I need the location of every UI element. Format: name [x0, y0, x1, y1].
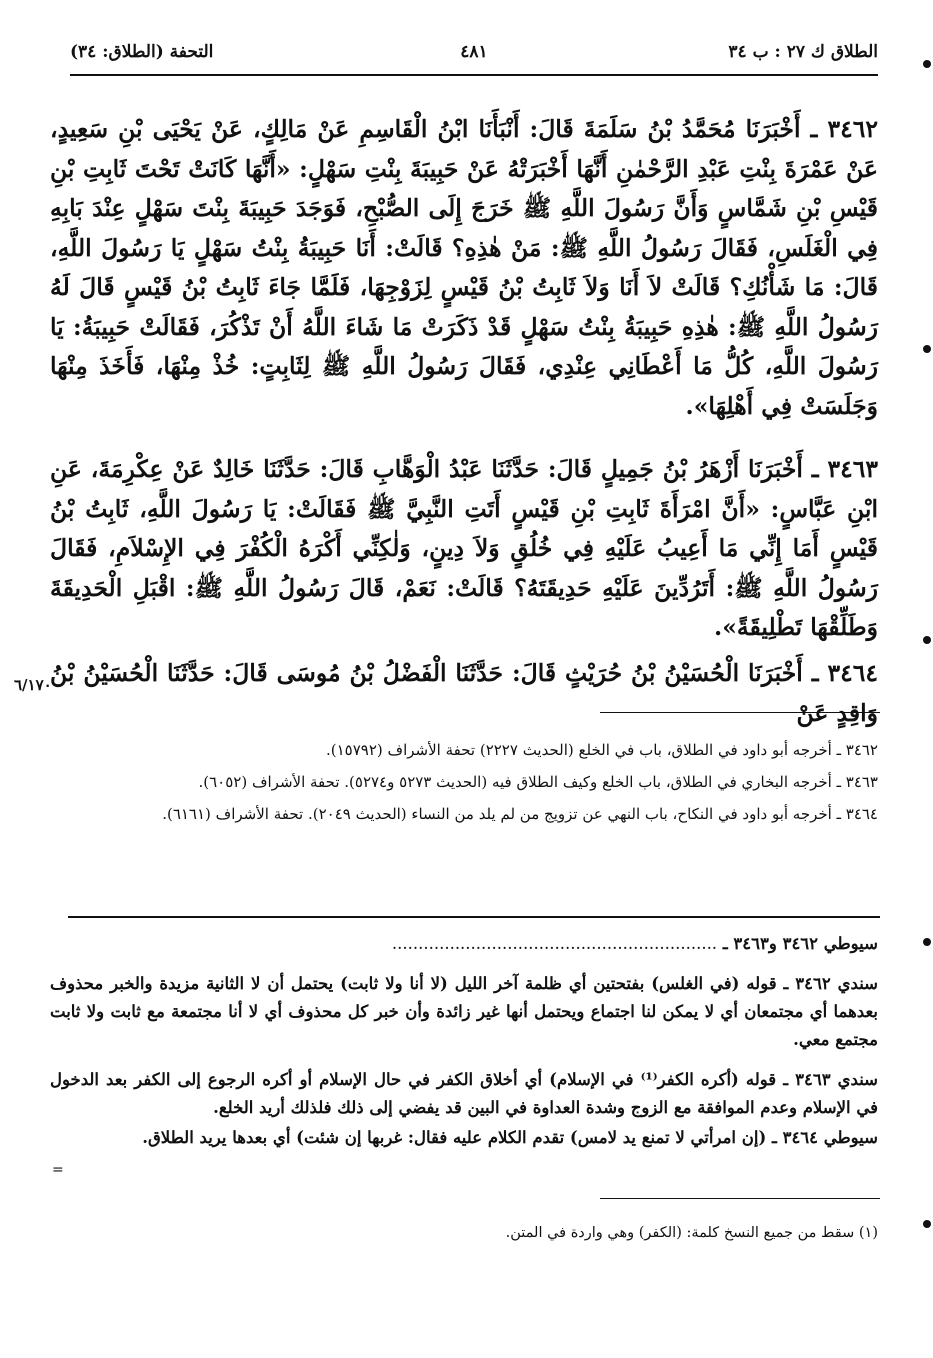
- hadith-text: أَخْبَرَنَا الْحُسَيْنُ بْنُ حُرَيْثٍ قَالَ: حَدَّثَنَا الْفَضْلُ بْنُ مُوسَى قَالَ: حَدَّثَنَا الْحُسَيْنُ بْنُ وَاقِدٍ عَنْ: [50, 659, 878, 727]
- endnote-divider: [600, 1198, 880, 1199]
- page-header: [70, 40, 878, 76]
- footnote-item: ٣٤٦٣ ـ أخرجه البخاري في الطلاق، باب الخلع وكيف الطلاق فيه (الحديث ٥٢٧٣ و٥٢٧٤). تحفة الأشراف (٦٠٥٢).: [198, 773, 878, 791]
- binding-dot: [923, 60, 931, 68]
- hadith-3463: [50, 450, 878, 648]
- commentary-section: [50, 930, 878, 1164]
- footnote-item: ٣٤٦٤ ـ أخرجه أبو داود في النكاح، باب النهي عن تزويج من لم يلد من النساء (الحديث ٢٠٤٩). تحفة الأشراف (٦١٦١).: [162, 805, 878, 823]
- sindi-note-2: سندي ٣٤٦٣ ـ قوله (أكره الكفر⁽¹⁾ في الإسلام) أي أخلاق الكفر في حال الإسلام أو أكره الرجوع إلى الكفر بعد الدخول في الإسلام وعدم الموافقة مع الزوج وشدة العداوة في البين قد يفضي إلى ذلك فلذلك أريد الخلع.: [50, 1070, 879, 1117]
- hadith-number: ٣٤٦٣ ـ: [811, 455, 878, 483]
- hadith-text: أَخْبَرَنَا مُحَمَّدُ بْنُ سَلَمَةَ قَالَ: أَنْبَأَنَا ابْنُ الْقَاسِمِ عَنْ مَالِكٍ، عَنْ يَحْيَى بْنِ سَعِيدٍ، عَنْ عَمْرَةَ بِنْتِ عَبْدِ الرَّحْمٰنِ أَنَّهَا أَخْبَرَتْهُ عَنْ حَبِيبَةَ بِنْتِ سَهْلٍ: «أَنَّهَا كَانَتْ تَحْتَ ثَابِتِ بْنِ قَيْسِ بْنِ شَمَّاسٍ وَأَنَّ رَسُولَ اللَّهِ ﷺ خَرَجَ إِلَى الصُّبْحِ، فَوَجَدَ حَبِيبَةَ بِنْتَ سَهْلٍ عِنْدَ بَابِهِ فِي الْغَلَسِ، فَقَالَ رَسُولُ اللَّهِ ﷺ: مَنْ هٰذِهِ؟ قَالَتْ: أَنَا حَبِيبَةُ بِنْتُ سَهْلٍ يَا رَسُولَ اللَّهِ، قَالَ: مَا شَأْنُكِ؟ قَالَتْ لاَ أَنَا وَلاَ ثَابِتُ بْنُ قَيْسٍ لِزَوْجِهَا، فَلَمَّا جَاءَ ثَابِتُ بْنُ قَيْسٍ قَالَ لَهُ رَسُولُ اللَّهِ ﷺ: هٰذِهِ حَبِيبَةُ بِنْتُ سَهْلٍ قَدْ ذَكَرَتْ مَا شَاءَ اللَّهُ أَنْ تَذْكُرَ، فَقَالَتْ حَبِيبَةُ: يَا رَسُولَ اللَّهِ، كُلُّ مَا أَعْطَانِي عِنْدِي، فَقَالَ رَسُولُ اللَّهِ ﷺ لِثَابِتٍ: خُذْ مِنْهَا، فَأَخَذَ مِنْهَا وَجَلَسَتْ فِي أَهْلِهَا».: [50, 115, 878, 420]
- hadith-text: أَخْبَرَنَا أَزْهَرُ بْنُ جَمِيلٍ قَالَ: حَدَّثَنَا عَبْدُ الْوَهَّابِ قَالَ: حَدَّثَنَا خَالِدٌ عَنْ عِكْرِمَةَ، عَنِ ابْنِ عَبَّاسٍ: «أَنَّ امْرَأَةَ ثَابِتِ بْنِ قَيْسٍ أَتَتِ النَّبِيَّ ﷺ فَقَالَتْ: يَا رَسُولَ اللَّهِ، ثَابِتُ بْنُ قَيْسٍ أَمَا إِنِّي مَا أَعِيبُ عَلَيْهِ فِي خُلُقٍ وَلاَ دِينٍ، وَلٰكِنِّي أَكْرَهُ الْكُفْرَ فِي الإِسْلاَمِ، فَقَالَ رَسُولُ اللَّهِ ﷺ: أَتَرُدِّينَ عَلَيْهِ حَدِيقَتَهُ؟ قَالَتْ: نَعَمْ، قَالَ رَسُولُ اللَّهِ ﷺ: اقْبَلِ الْحَدِيقَةَ وَطَلِّقْهَا تَطْلِيقَةً».: [50, 455, 878, 641]
- binding-dot: [923, 636, 931, 644]
- footnote-item: ٣٤٦٢ ـ أخرجه أبو داود في الطلاق، باب في الخلع (الحديث ٢٢٢٧) تحفة الأشراف (١٥٧٩٢).: [325, 741, 878, 759]
- tuhfa-ref: التحفة (الطلاق: ٣٤): [70, 42, 214, 62]
- dotted-leader: ..............................................................: [391, 934, 718, 953]
- hadith-number: ٣٤٦٢ ـ: [810, 115, 878, 143]
- margin-reference: ٦/١٧٠: [14, 676, 52, 694]
- binding-dot: [923, 1220, 931, 1228]
- takhrij-footnotes: [50, 738, 878, 834]
- suyuti-heading: [50, 930, 878, 958]
- footnote-divider: [600, 712, 880, 713]
- suyuti-note-2: سيوطي ٣٤٦٤ ـ (إن امرأتي لا تمنع يد لامس) تقدم الكلام عليه فقال: غربها إن شئت) أي بعدها يريد الطلاق.: [142, 1128, 878, 1147]
- side-mark: =: [52, 1162, 64, 1178]
- hadith-number: ٣٤٦٤ ـ: [811, 659, 878, 687]
- endnote: (١) سقط من جميع النسخ كلمة: (الكفر) وهي واردة في المتن.: [505, 1225, 878, 1241]
- binding-dot: [923, 345, 931, 353]
- chapter-ref: الطلاق ك ٢٧ : ب ٣٤: [728, 42, 878, 62]
- hadith-3464: [50, 654, 878, 733]
- binding-dot: [923, 938, 931, 946]
- page-number: ٤٨١: [460, 42, 488, 62]
- sindi-note-1: سندي ٣٤٦٢ ـ قوله (في الغلس) بفتحتين أي ظلمة آخر الليل (لا أنا ولا ثابت) يحتمل أن لا الثانية مزيدة والخبر محذوف بعدهما أي مجتمعان أي لا يمكن لنا اجتماع ويحتمل أنها غير زائدة وأن خبر كل محذوف أي لا أنا مجتمعة مع ثابت ولا ثابت مجتمع معي.: [50, 974, 878, 1049]
- suyuti-title: سيوطي ٣٤٦٢ و٣٤٦٣ ـ: [722, 934, 878, 953]
- hadith-3462: [50, 110, 878, 426]
- commentary-divider: [68, 916, 880, 918]
